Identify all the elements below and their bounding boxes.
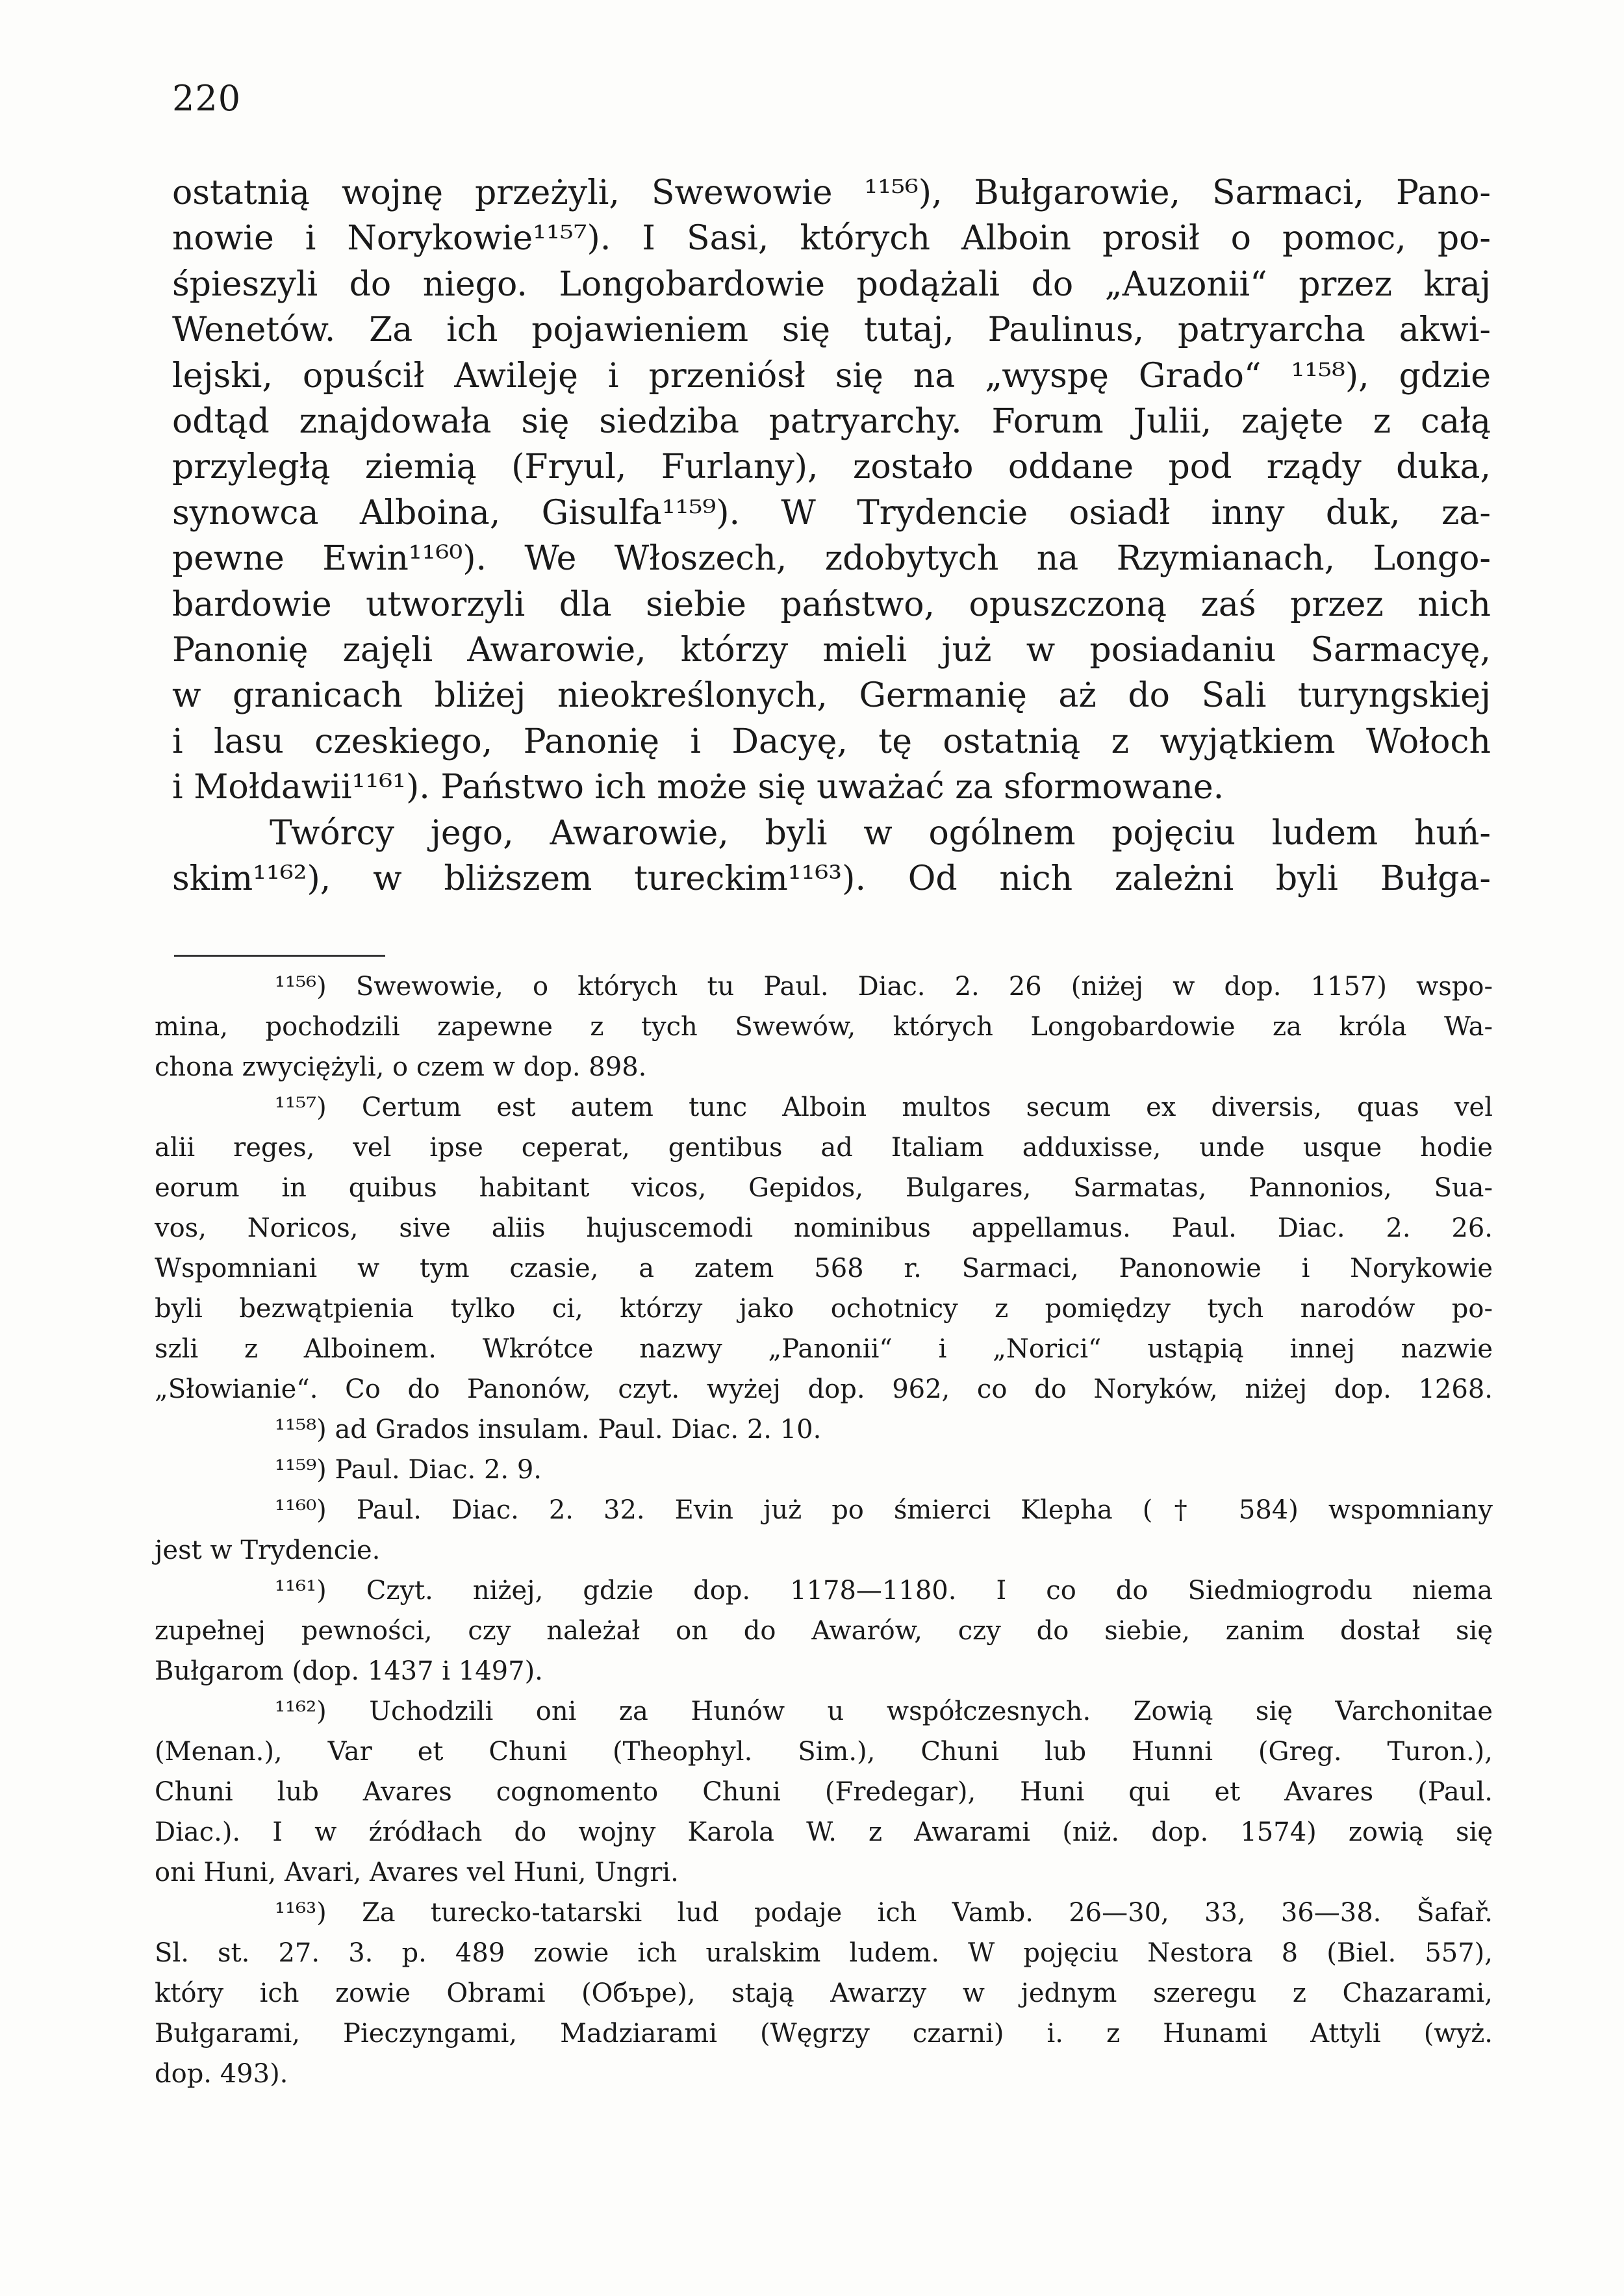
text-line: Wenetów. Za ich pojawieniem się tutaj, Paulinus, patryarcha akwi- [172, 310, 1491, 350]
footnote-line: Diac.). I w źródłach do wojny Karola W. z Awarami (niż. dop. 1574) zowią się [155, 1817, 1493, 1847]
text-line: pewne Ewin¹¹⁶⁰). We Włoszech, zdobytych na Rzymianach, Longo- [172, 539, 1491, 579]
footnote-line: Sl. st. 27. 3. p. 489 zowie ich uralskim ludem. W pojęciu Nestora 8 (Biel. 557), [155, 1938, 1493, 1968]
footnote-line: byli bezwątpienia tylko ci, którzy jako ochotnicy z pomiędzy tych narodów po- [155, 1294, 1493, 1324]
text-line: i lasu czeskiego, Panonię i Dacyę, tę ostatnią z wyjątkiem Wołoch [172, 722, 1491, 761]
text-line: śpieszyli do niego. Longobardowie podążali do „Auzonii“ przez kraj [172, 264, 1491, 304]
footnote-line: Bułgarami, Pieczyngami, Madziarami (Węgrzy czarni) i. z Hunami Attyli (wyż. [155, 2019, 1493, 2049]
footnote-line: szli z Alboinem. Wkrótce nazwy „Panonii“ i „Norici“ ustąpią innej nazwie [155, 1334, 1493, 1364]
footnote-line: (Menan.), Var et Chuni (Theophyl. Sim.), Chuni lub Hunni (Greg. Turon.), [155, 1737, 1493, 1767]
footnote-line: ¹¹⁶¹) Czyt. niżej, gdzie dop. 1178—1180. I co do Siedmiogrodu niema [275, 1576, 1493, 1606]
footnote-line: „Słowianie“. Co do Panonów, czyt. wyżej dop. 962, co do Noryków, niżej dop. 1268. [155, 1374, 1493, 1404]
text-line: Twórcy jego, Awarowie, byli w ogólnem pojęciu ludem huń- [270, 813, 1491, 853]
text-line: lejski, opuścił Awileję i przeniósł się na „wyspę Grado“ ¹¹⁵⁸), gdzie [172, 356, 1491, 396]
footnote-line: ¹¹⁶⁰) Paul. Diac. 2. 32. Evin już po śmierci Klepha († 584) wspomniany [275, 1495, 1493, 1525]
footnote-line: ¹¹⁶³) Za turecko-tatarski lud podaje ich Vamb. 26—30, 33, 36—38. Šafař. [275, 1898, 1493, 1928]
footnote-line: Bułgarom (dop. 1437 i 1497). [155, 1656, 543, 1686]
footnote-separator [174, 955, 385, 957]
text-line: przyległą ziemią (Fryul, Furlany), zostało oddane pod rządy duka, [172, 448, 1491, 487]
main-text [172, 170, 1491, 902]
footnote-line: Chuni lub Avares cognomento Chuni (Fredegar), Huni qui et Avares (Paul. [155, 1777, 1493, 1807]
footnote-line: który ich zowie Obrami (Обърe), stają Awarzy w jednym szeregu z Chazarami, [155, 1978, 1493, 2008]
footnote-line: dop. 493). [155, 2059, 288, 2089]
text-line: nowie i Norykowie¹¹⁵⁷). I Sasi, których Alboin prosił o pomoc, po- [172, 219, 1491, 259]
footnote-line: zupełnej pewności, czy należał on do Awarów, czy do siebie, zanim dostał się [155, 1616, 1493, 1646]
footnotes [155, 966, 1493, 2094]
footnote-line: ¹¹⁵⁶) Swewowie, o których tu Paul. Diac. 2. 26 (niżej w dop. 1157) wspo- [275, 972, 1493, 1002]
footnote-line: ¹¹⁵⁹) Paul. Diac. 2. 9. [275, 1455, 542, 1485]
text-line: synowca Alboina, Gisulfa¹¹⁵⁹). W Trydencie osiadł inny duk, za- [172, 493, 1491, 533]
footnote-line: ¹¹⁵⁷) Certum est autem tunc Alboin multos secum ex diversis, quas vel [275, 1092, 1493, 1122]
footnote-line: chona zwyciężyli, o czem w dop. 898. [155, 1052, 647, 1082]
text-line: i Mołdawii¹¹⁶¹). Państwo ich może się uważać za sformowane. [172, 768, 1224, 807]
footnote-line: alii reges, vel ipse ceperat, gentibus ad Italiam adduxisse, unde usque hodie [155, 1133, 1493, 1163]
footnote-line: eorum in quibus habitant vicos, Gepidos, Bulgares, Sarmatas, Pannonios, Sua- [155, 1173, 1493, 1203]
page-number: 220 [172, 78, 242, 119]
footnote-line: oni Huni, Avari, Avares vel Huni, Ungri. [155, 1858, 679, 1887]
footnote-line: mina, pochodzili zapewne z tych Swewów, których Longobardowie za króla Wa- [155, 1012, 1493, 1042]
text-line: w granicach bliżej nieokreślonych, Germanię aż do Sali turyngskiej [172, 676, 1491, 716]
footnote-line: jest w Trydencie. [155, 1535, 381, 1565]
footnote-line: ¹¹⁵⁸) ad Grados insulam. Paul. Diac. 2. 10. [275, 1415, 822, 1444]
text-line: ostatnią wojnę przeżyli, Swewowie ¹¹⁵⁶), Bułgarowie, Sarmaci, Pano- [172, 173, 1491, 212]
text-line: skim¹¹⁶²), w bliższem tureckim¹¹⁶³). Od nich zależni byli Bułga- [172, 859, 1491, 899]
footnote-line: vos, Noricos, sive aliis hujuscemodi nominibus appellamus. Paul. Diac. 2. 26. [155, 1213, 1493, 1243]
footnote-line: Wspomniani w tym czasie, a zatem 568 r. Sarmaci, Panonowie i Norykowie [155, 1254, 1493, 1283]
text-line: bardowie utworzyli dla siebie państwo, opuszczoną zaś przez nich [172, 585, 1491, 624]
text-line: odtąd znajdowała się siedziba patryarchy. Forum Julii, zajęte z całą [172, 402, 1491, 442]
text-line: Panonię zajęli Awarowie, którzy mieli już w posiadaniu Sarmacyę, [172, 631, 1491, 670]
footnote-line: ¹¹⁶²) Uchodzili oni za Hunów u współczesnych. Zowią się Varchonitae [275, 1697, 1493, 1726]
